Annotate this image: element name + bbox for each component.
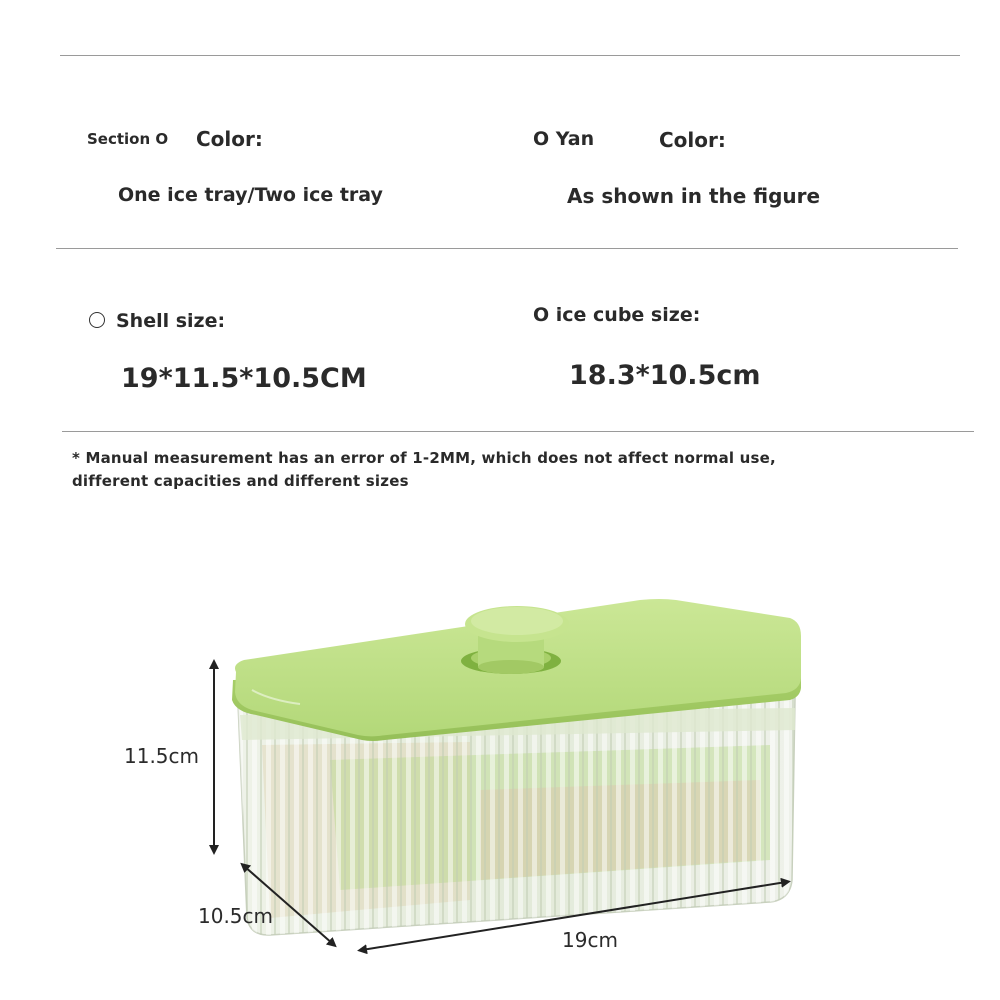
depth-label: 10.5cm <box>198 904 274 928</box>
middle-divider <box>56 248 958 249</box>
radio-circle-icon <box>89 312 105 328</box>
ice-cube-size-label: O ice cube size: <box>533 304 701 326</box>
color-label-right: Color: <box>659 128 726 152</box>
shell-size-value: 19*11.5*10.5CM <box>121 363 367 394</box>
measurement-note-line1: * Manual measurement has an error of 1-2MM, which does not affect normal use, <box>72 449 776 467</box>
container-body <box>238 698 795 935</box>
shell-size-label: Shell size: <box>116 310 226 332</box>
top-divider <box>60 55 960 56</box>
ice-cube-size-value: 18.3*10.5cm <box>569 360 761 391</box>
color-value-left: One ice tray/Two ice tray <box>118 184 383 206</box>
yan-prefix: O Yan <box>533 128 595 150</box>
section-prefix: Section O <box>87 130 169 148</box>
bottom-divider <box>62 431 974 432</box>
height-label: 11.5cm <box>124 744 200 768</box>
length-label: 19cm <box>562 928 618 952</box>
color-value-right: As shown in the figure <box>567 184 821 208</box>
color-label-left: Color: <box>196 127 263 151</box>
ice-tray-box-image <box>0 560 1000 1000</box>
measurement-note-line2: different capacities and different sizes <box>72 472 409 490</box>
